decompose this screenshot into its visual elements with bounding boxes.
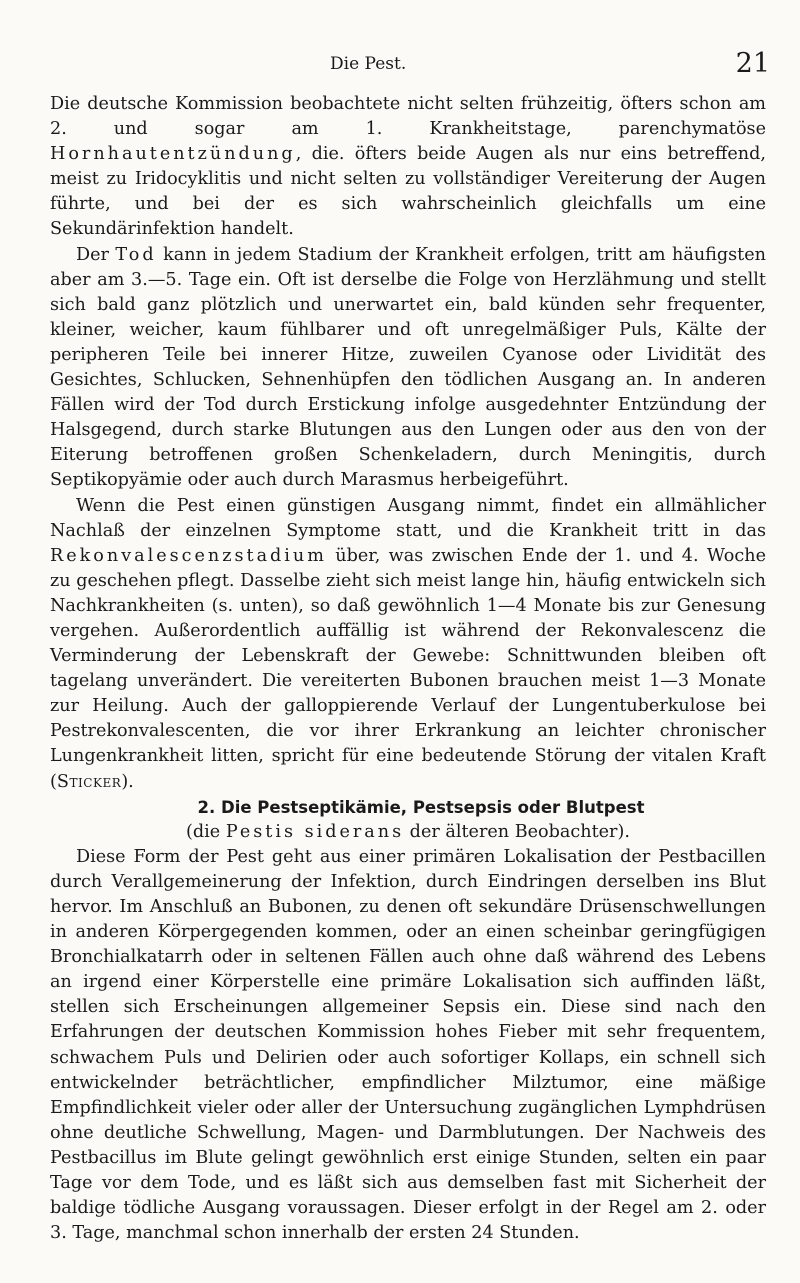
emphasis-term: Tod [115, 244, 157, 265]
text-run: Der [76, 244, 116, 265]
running-head [330, 48, 770, 80]
section-title: 2. Die Pestseptikämie, Pestsepsis oder Blutpest [197, 797, 645, 817]
page-number: 21 [735, 48, 770, 79]
paragraph-cornea [50, 92, 766, 243]
text-run: (die [186, 821, 226, 842]
emphasis-term: Rekonvalescenzstadium [50, 545, 327, 566]
text-run: der älteren Beobachter). [404, 821, 630, 842]
running-title: Die Pest. [330, 54, 407, 74]
emphasis-term: Pestis siderans [225, 821, 405, 842]
emphasis-term: Hornhautentzündung [50, 144, 296, 165]
paragraph-septicemia: Diese Form der Pest geht aus einer primären Lokalisation der Pestbacillen durch Verallgemeinerung der Infektion, durch Eindringen derselben ins Blut hervor. Im Anschluß an Bubonen, zu denen oft sekundäre Drüsenschwellungen in anderen Körpergegenden kommen, oder an einen scheinbar geringfügigen Bronchialkatarrh oder in seltenen Fällen auch ohne daß während des Lebens an irgend einer Körperstelle eine primäre Lokalisation sich auffinden läßt, stellen sich Erscheinungen allgemeiner Sepsis ein. Diese sind nach den Erfahrungen der deutschen Kommission hohes Fieber mit sehr frequentem, schwachem Puls und Delirien oder auch sofortiger Kollaps, ein schnell sich entwickelnder beträchtlicher, empfindlicher Milztumor, eine mäßige Empfindlichkeit vieler oder aller der Untersuchung zugänglichen Lymphdrüsen ohne deutliche Schwellung, Magen- und Darmblutungen. Der Nachweis des Pestbacillus im Blute gelingt gewöhnlich erst einige Stunden, selten ein paar Tage vor dem Tode, und es läßt sich aus demselben fast mit Sicherheit der baldige tödliche Ausgang voraussagen. Dieser erfolgt in der Regel am 2. oder 3. Tage, manchmal schon innerhalb der ersten 24 Stunden. [50, 846, 766, 1244]
text-run: kann in jedem Stadium der Krankheit erfolgen, tritt am häufigsten aber am 3.—5. Tage ein. Oft ist derselbe die Folge von Herzlähmung und stellt sich bald ganz plötzlich und unerwartet ein, bald künden sehr frequenter, kleiner, weicher, kaum fühlbarer und oft unregelmäßiger Puls, Kälte der peripheren Teile bei innerer Hitze, zuweilen Cyanose oder Lividität des Gesichtes, Schlucken, Sehnenhüpfen den tödlichen Ausgang an. In anderen Fällen wird der Tod durch Erstickung infolge ausgedehnter Entzündung der Halsgegend, durch starke Blutungen aus den Lungen oder aus den von der Eiterung betroffenen großen Schenkeladern, durch Meningitis, durch Septikopyämie oder auch durch Marasmus herbeigeführt. [50, 244, 766, 491]
text-run: über, was zwischen Ende der 1. und 4. Woche zu geschehen pflegt. Dasselbe zieht sich meist lange hin, häufig entwickeln sich Nachkrankheiten (s. unten), so daß gewöhnlich 1—4 Monate bis zur Genesung vergehen. Außerordentlich auffällig ist während der Rekonvalescenz die Verminderung der Lebenskraft der Gewebe: Schnittwunden bleiben oft tagelang unverändert. Die vereiterten Bubonen brauchen meist 1—3 Monate zur Heilung. Auch der galloppierende Verlauf der Lungentuberkulose bei Pestrekonvalescenten, die vor ihrer Erkrankung an leichter chronischer Lungenkrankheit litten, spricht für eine bedeutende Störung der vitalen Kraft ( [50, 545, 766, 792]
text-run: Die deutsche Kommission beobachtete nicht selten frühzeitig, öfters schon am 2. und sogar am 1. Krankheitstage, parenchymatöse [50, 94, 766, 140]
body-text [50, 92, 766, 1246]
author-citation: Sticker [56, 771, 122, 792]
text-run: , die. öfters beide Augen als nur eins betreffend, meist zu Iridocyklitis und nicht selten zu vollständiger Vereiterung der Augen führte, und bei der es sich wahrscheinlich gleichfalls um eine Sekundärinfektion handelt. [50, 144, 766, 240]
section-subtitle [50, 820, 766, 845]
text-run: ). [121, 771, 134, 792]
paragraph-death [50, 243, 766, 494]
text-run: Wenn die Pest einen günstigen Ausgang nimmt, findet ein allmählicher Nachlaß der einzelnen Symptome statt, und die Krankheit tritt in das [50, 495, 766, 541]
paragraph-convalescence [50, 494, 766, 795]
